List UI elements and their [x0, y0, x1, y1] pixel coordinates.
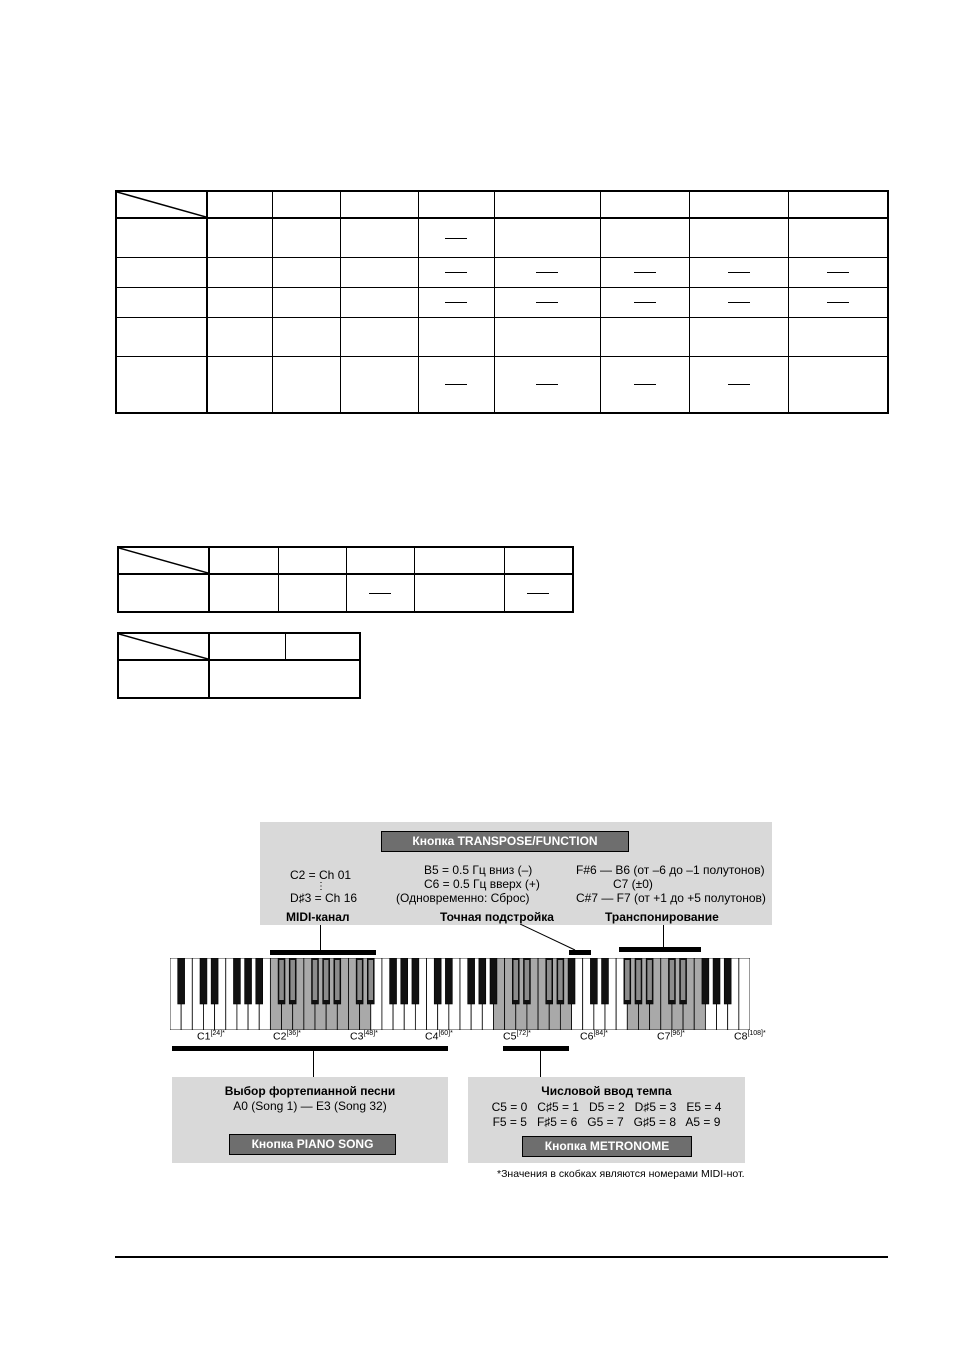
black-key-highlight	[670, 960, 675, 1000]
black-key-highlight	[647, 960, 652, 1000]
metronome-range-bar	[503, 1046, 569, 1051]
black-key	[602, 958, 609, 1004]
black-key-highlight	[369, 960, 374, 1000]
black-key	[233, 958, 240, 1004]
black-key	[401, 958, 408, 1004]
footer-rule	[115, 1256, 888, 1258]
metronome-button-label: Кнопка METRONOME	[522, 1136, 692, 1157]
transpose-function-button-label: Кнопка TRANSPOSE/FUNCTION	[381, 831, 629, 852]
black-key-highlight	[290, 960, 295, 1000]
fine-tune-bar	[569, 950, 591, 955]
fine-tune-line1: B5 = 0.5 Гц вниз (–)	[424, 863, 533, 877]
label-c7: $C7^{[96]*}$	[657, 1030, 685, 1043]
white-key	[739, 958, 750, 1030]
footnote: *Значения в скобках являются номерами MIDI-нот.	[497, 1168, 745, 1180]
metronome-title: Числовой ввод темпа	[541, 1084, 672, 1098]
fine-tune-title: Точная подстройка	[440, 910, 554, 924]
transpose-line1: F#6 — B6 (от –6 до –1 полутонов)	[576, 863, 765, 877]
dash-mark	[445, 238, 467, 239]
midi-range-bar	[270, 950, 376, 955]
black-key-highlight	[357, 960, 362, 1000]
black-key	[724, 958, 731, 1004]
midi-channel-title: MIDI-канал	[286, 910, 350, 924]
black-key	[468, 958, 475, 1004]
transpose-line3: C#7 — F7 (от +1 до +5 полутонов)	[576, 891, 766, 905]
black-key	[702, 958, 709, 1004]
corner-cell	[116, 191, 207, 218]
black-key-highlight	[558, 960, 563, 1000]
black-key-highlight	[636, 960, 641, 1000]
black-key-highlight	[313, 960, 318, 1000]
piano-song-range-bar	[172, 1046, 448, 1051]
midi-channel-line1: C2 = Ch 01	[290, 868, 352, 882]
label-c8: $C8^{[108]*}$	[734, 1030, 766, 1043]
table-3	[117, 632, 361, 699]
metronome-row1: C5 = 0 C♯5 = 1 D5 = 2 D♯5 = 3 E5 = 4	[491, 1100, 722, 1114]
black-key-highlight	[681, 960, 686, 1000]
label-c5: $C5^{[72]*}$	[503, 1030, 531, 1043]
black-key-highlight	[279, 960, 284, 1000]
black-key-highlight	[547, 960, 552, 1000]
table-1	[115, 190, 889, 414]
piano-keyboard	[170, 958, 750, 1030]
label-c2: $C2^{[36]*}$	[273, 1030, 301, 1043]
black-key	[200, 958, 207, 1004]
black-key-highlight	[335, 960, 340, 1000]
black-key-highlight	[525, 960, 530, 1000]
black-key	[434, 958, 441, 1004]
black-key	[713, 958, 720, 1004]
label-c3: $C3^{[48]*}$	[350, 1030, 378, 1043]
black-key	[590, 958, 597, 1004]
transpose-title: Транспонирование	[605, 910, 719, 924]
piano-song-title: Выбор фортепианной песни	[224, 1084, 396, 1098]
black-key	[412, 958, 419, 1004]
black-key	[211, 958, 218, 1004]
black-key	[390, 958, 397, 1004]
black-key-highlight	[514, 960, 519, 1000]
black-key	[490, 958, 497, 1004]
black-key	[178, 958, 185, 1004]
fine-tune-line2: C6 = 0.5 Гц вверх (+)	[424, 877, 540, 891]
black-key	[568, 958, 575, 1004]
piano-song-button-label: Кнопка PIANO SONG	[229, 1134, 396, 1155]
black-key-highlight	[625, 960, 630, 1000]
midi-channel-dots: ⋮	[316, 881, 326, 892]
metronome-row2: F5 = 5 F♯5 = 6 G5 = 7 G♯5 = 8 A5 = 9	[492, 1115, 721, 1129]
label-c1: $C1^{[24]*}$	[197, 1030, 225, 1043]
table-2	[117, 546, 574, 613]
black-key	[256, 958, 263, 1004]
transpose-range-bar	[619, 947, 701, 952]
black-key	[445, 958, 452, 1004]
black-key	[479, 958, 486, 1004]
transpose-line2: C7 (±0)	[613, 877, 653, 891]
piano-song-range: A0 (Song 1) — E3 (Song 32)	[233, 1099, 387, 1113]
fine-tune-line3: (Одновременно: Сброс)	[396, 891, 530, 905]
black-key-highlight	[324, 960, 329, 1000]
label-c6: $C6^{[84]*}$	[580, 1030, 608, 1043]
midi-channel-line2: D♯3 = Ch 16	[290, 891, 358, 905]
black-key	[245, 958, 252, 1004]
label-c4: $C4^{[60]*}$	[425, 1030, 453, 1043]
